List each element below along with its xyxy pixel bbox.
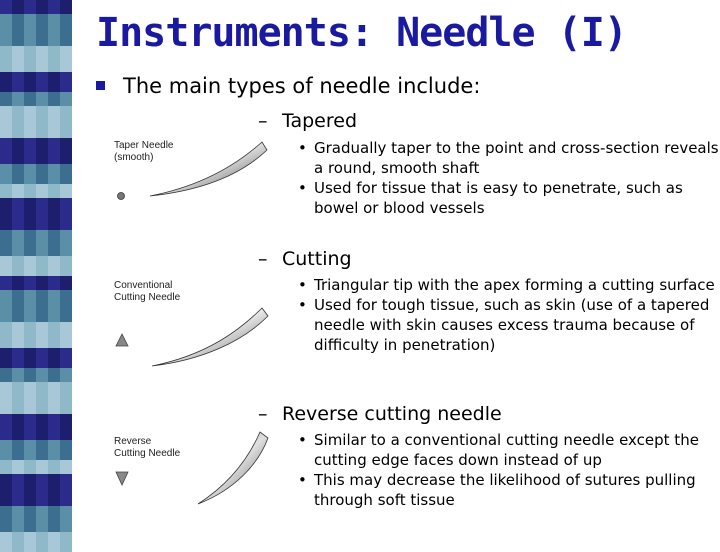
stripe-block xyxy=(60,506,72,532)
stripe-block xyxy=(48,322,60,348)
figure-label: Reverse Cutting Needle xyxy=(114,436,181,459)
stripe-block xyxy=(48,382,60,414)
stripe-block xyxy=(60,474,72,506)
stripe-block xyxy=(48,460,60,474)
stripe-block xyxy=(36,532,48,552)
stripe-block xyxy=(48,276,60,290)
stripe-block xyxy=(0,0,12,14)
points-tapered xyxy=(296,138,720,218)
stripe-block xyxy=(60,46,72,72)
stripe-block xyxy=(48,256,60,276)
point: • Used for tissue that is easy to penetrate, such as bowel or blood vessels xyxy=(296,178,720,218)
section-heading-reverse-cutting: – Reverse cutting needle xyxy=(258,403,502,425)
stripe-block xyxy=(24,414,36,440)
stripe-block xyxy=(48,230,60,256)
stripe-block xyxy=(12,348,24,368)
stripe-block xyxy=(24,14,36,46)
intro-text: The main types of needle include: xyxy=(123,74,481,98)
stripe-block xyxy=(60,440,72,460)
stripe-block xyxy=(36,184,48,198)
stripe-block xyxy=(0,348,12,368)
stripe-block xyxy=(0,164,12,184)
stripe-block xyxy=(60,72,72,92)
stripe-block xyxy=(36,138,48,164)
stripe-block xyxy=(60,276,72,290)
stripe-block xyxy=(24,138,36,164)
point: • Triangular tip with the apex forming a cutting surface xyxy=(296,275,720,295)
stripe-block xyxy=(48,92,60,106)
stripe-block xyxy=(60,460,72,474)
stripe-block xyxy=(36,414,48,440)
stripe-block xyxy=(12,382,24,414)
stripe-block xyxy=(48,164,60,184)
stripe-block xyxy=(36,460,48,474)
stripe-block xyxy=(48,14,60,46)
stripe-block xyxy=(0,256,12,276)
stripe-block xyxy=(36,506,48,532)
stripe-block xyxy=(24,184,36,198)
stripe-block xyxy=(24,382,36,414)
stripe-block xyxy=(12,14,24,46)
stripe-block xyxy=(48,506,60,532)
stripe-block xyxy=(24,322,36,348)
stripe-block xyxy=(12,506,24,532)
stripe-block xyxy=(0,72,12,92)
stripe-block xyxy=(0,460,12,474)
stripe-block xyxy=(60,382,72,414)
stripe-block xyxy=(36,230,48,256)
stripe-block xyxy=(12,276,24,290)
stripe-block xyxy=(48,368,60,382)
stripe-block xyxy=(36,14,48,46)
stripe-block xyxy=(48,290,60,322)
decorative-stripe xyxy=(0,0,72,540)
stripe-block xyxy=(12,440,24,460)
figure-reverse-cutting-needle xyxy=(112,430,272,530)
stripe-block xyxy=(24,290,36,322)
stripe-block xyxy=(36,382,48,414)
stripe-block xyxy=(24,164,36,184)
stripe-block xyxy=(60,256,72,276)
figure-label: Taper Needle (smooth) xyxy=(114,140,174,163)
stripe-block xyxy=(60,138,72,164)
stripe-block xyxy=(24,230,36,256)
stripe-block xyxy=(12,290,24,322)
stripe-block xyxy=(24,92,36,106)
stripe-block xyxy=(24,46,36,72)
stripe-block xyxy=(0,440,12,460)
stripe-block xyxy=(48,532,60,552)
stripe-block xyxy=(60,92,72,106)
stripe-block xyxy=(0,106,12,138)
intro-line xyxy=(96,74,480,98)
stripe-block xyxy=(24,506,36,532)
points-reverse-cutting xyxy=(296,430,720,510)
stripe-block xyxy=(60,322,72,348)
figure-cutting-needle xyxy=(112,280,272,380)
stripe-block xyxy=(36,276,48,290)
stripe-block xyxy=(0,92,12,106)
stripe-block xyxy=(48,72,60,92)
stripe-block xyxy=(24,72,36,92)
stripe-block xyxy=(36,92,48,106)
stripe-block xyxy=(24,348,36,368)
stripe-block xyxy=(48,348,60,368)
stripe-block xyxy=(60,198,72,230)
stripe-block xyxy=(36,474,48,506)
stripe-block xyxy=(36,46,48,72)
stripe-block xyxy=(0,46,12,72)
stripe-block xyxy=(12,138,24,164)
stripe-block xyxy=(60,290,72,322)
stripe-block xyxy=(36,348,48,368)
stripe-block xyxy=(48,198,60,230)
stripe-block xyxy=(48,414,60,440)
stripe-block xyxy=(48,138,60,164)
stripe-block xyxy=(0,230,12,256)
cutting-needle-icon xyxy=(112,280,272,380)
stripe-block xyxy=(12,46,24,72)
stripe-block xyxy=(24,474,36,506)
stripe-block xyxy=(60,230,72,256)
stripe-block xyxy=(60,368,72,382)
stripe-block xyxy=(24,368,36,382)
stripe-block xyxy=(12,0,24,14)
stripe-block xyxy=(12,322,24,348)
stripe-block xyxy=(0,322,12,348)
stripe-block xyxy=(60,0,72,14)
taper-needle-icon xyxy=(112,140,272,240)
figure-label: Conventional Cutting Needle xyxy=(114,280,181,303)
section-heading-tapered: – Tapered xyxy=(258,110,357,132)
point: • Similar to a conventional cutting needle except the cutting edge faces down instead of up xyxy=(296,430,720,470)
stripe-block xyxy=(0,138,12,164)
stripe-block xyxy=(48,184,60,198)
stripe-block xyxy=(36,256,48,276)
stripe-block xyxy=(60,164,72,184)
stripe-block xyxy=(12,368,24,382)
stripe-block xyxy=(60,348,72,368)
square-bullet-icon xyxy=(96,81,105,90)
stripe-block xyxy=(24,460,36,474)
stripe-block xyxy=(0,276,12,290)
stripe-block xyxy=(12,414,24,440)
stripe-block xyxy=(0,290,12,322)
stripe-block xyxy=(36,0,48,14)
stripe-block xyxy=(48,46,60,72)
stripe-block xyxy=(60,532,72,552)
stripe-block xyxy=(12,230,24,256)
stripe-block xyxy=(60,184,72,198)
points-cutting xyxy=(296,275,720,355)
stripe-block xyxy=(0,368,12,382)
stripe-block xyxy=(60,14,72,46)
point: • Gradually taper to the point and cross-section reveals a round, smooth shaft xyxy=(296,138,720,178)
stripe-block xyxy=(24,276,36,290)
stripe-block xyxy=(12,72,24,92)
stripe-block xyxy=(0,532,12,552)
stripe-block xyxy=(0,506,12,532)
point: • This may decrease the likelihood of sutures pulling through soft tissue xyxy=(296,470,720,510)
stripe-block xyxy=(0,382,12,414)
stripe-block xyxy=(12,474,24,506)
stripe-block xyxy=(24,256,36,276)
stripe-block xyxy=(36,164,48,184)
stripe-block xyxy=(60,106,72,138)
stripe-block xyxy=(24,440,36,460)
figure-taper-needle xyxy=(112,140,272,240)
stripe-block xyxy=(0,198,12,230)
stripe-block xyxy=(12,92,24,106)
stripe-block xyxy=(48,106,60,138)
stripe-block xyxy=(36,440,48,460)
stripe-block xyxy=(24,532,36,552)
stripe-block xyxy=(48,0,60,14)
section-heading-cutting: – Cutting xyxy=(258,248,352,270)
stripe-block xyxy=(12,460,24,474)
stripe-block xyxy=(24,198,36,230)
stripe-block xyxy=(12,164,24,184)
stripe-block xyxy=(12,106,24,138)
stripe-block xyxy=(36,72,48,92)
slide-title: Instruments: Needle (I) xyxy=(96,10,627,56)
stripe-block xyxy=(12,198,24,230)
stripe-block xyxy=(0,14,12,46)
stripe-block xyxy=(36,198,48,230)
stripe-block xyxy=(0,184,12,198)
stripe-block xyxy=(36,290,48,322)
stripe-block xyxy=(60,414,72,440)
stripe-block xyxy=(12,532,24,552)
stripe-block xyxy=(24,106,36,138)
point: • Used for tough tissue, such as skin (use of a tapered needle with skin causes excess trauma because of difficulty in penetration) xyxy=(296,295,720,355)
stripe-block xyxy=(36,322,48,348)
stripe-block xyxy=(36,106,48,138)
reverse-cutting-needle-icon xyxy=(112,430,272,530)
stripe-block xyxy=(0,414,12,440)
stripe-block xyxy=(48,474,60,506)
stripe-block xyxy=(12,184,24,198)
stripe-block xyxy=(24,0,36,14)
stripe-block xyxy=(48,440,60,460)
stripe-block xyxy=(12,256,24,276)
stripe-block xyxy=(0,474,12,506)
stripe-block xyxy=(36,368,48,382)
